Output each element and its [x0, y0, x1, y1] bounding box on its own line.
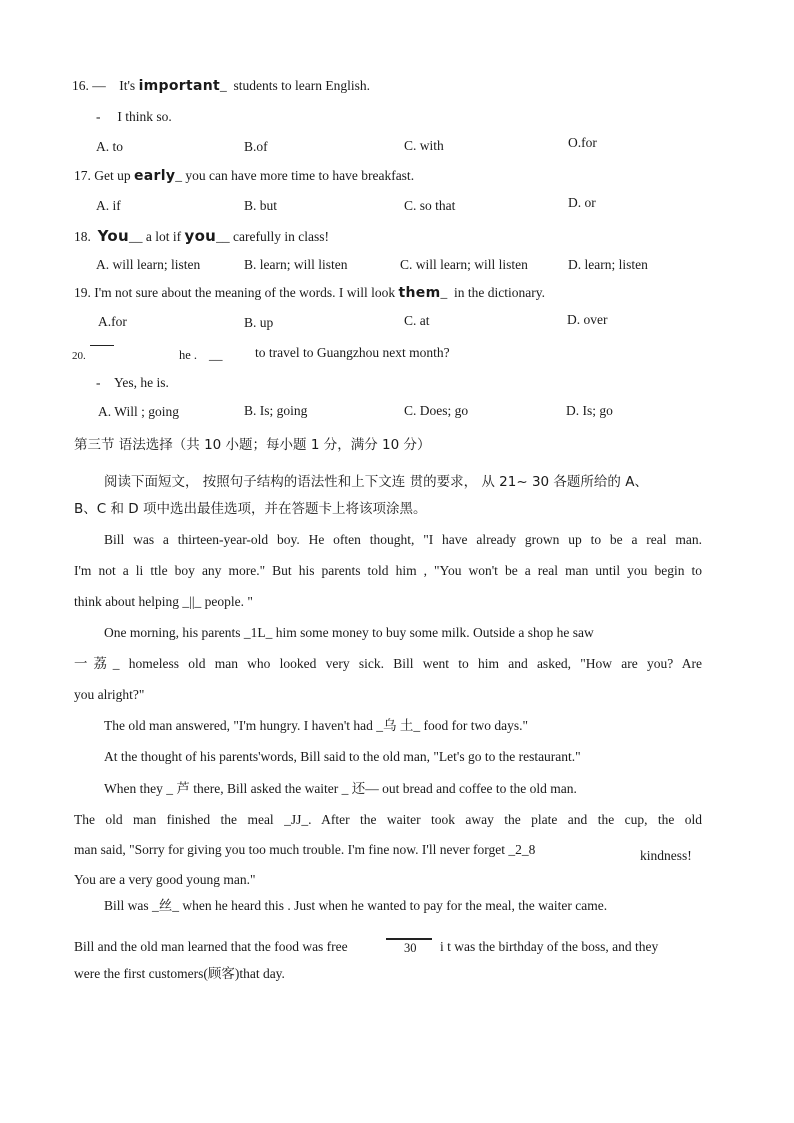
section-heading: 第三节 语法选择（共 10 小题；每小题 1 分，满分 10 分）: [74, 437, 431, 453]
section-instruction-line1: 阅读下面短文， 按照句子结构的语法性和上下文连 贯的要求， 从 21~ 30 各题所给的 A、: [104, 474, 648, 490]
q19-option-a: A.for: [98, 314, 127, 329]
passage-p5-line3a: man said, "Sorry for giving you too much trouble. I'm fine now. I'll never forget _2_8: [74, 842, 536, 857]
q16-stem: 16. — It's important_ students to learn English.: [72, 78, 370, 94]
q19-option-c: C. at: [404, 313, 430, 328]
q16-option-d: O.for: [568, 135, 597, 150]
passage-p5-line4: You are a very good young man.": [74, 872, 256, 887]
section-instruction-line2: B、C 和 D 项中选出最佳选项，并在答题卡上将该项涂黑。: [74, 501, 427, 517]
q17-option-c: C. so that: [404, 198, 456, 213]
q16-option-c: C. with: [404, 138, 444, 153]
passage-p2-line1: One morning, his parents _1L_ him some money to buy some milk. Outside a shop he saw: [104, 625, 594, 640]
passage-p6-line2a: Bill and the old man learned that the food was free: [74, 939, 348, 954]
passage-p2-line3: you alright?": [74, 687, 145, 702]
q20-option-c: C. Does; go: [404, 403, 469, 418]
q18-option-d: D. learn; listen: [568, 257, 648, 272]
q20-tail: to travel to Guangzhou next month?: [255, 345, 450, 360]
q16-option-b: B.of: [244, 139, 268, 154]
passage-p5-line1: When they _ 芦 there, Bill asked the waiter _ 还— out bread and coffee to the old man.: [104, 781, 577, 796]
q16-reply: - I think so.: [96, 109, 172, 124]
passage-p1-line1: Bill was a thirteen-year-old boy. He often thought, "I have already grown up to be a real man.: [104, 532, 702, 547]
q20-he: he .: [179, 348, 198, 362]
q20-reply: - Yes, he is.: [96, 375, 169, 390]
passage-p1-line2: I'm not a li ttle boy any more." But his parents told him , "You won't be a real man until you begin to: [74, 563, 702, 578]
q18-option-b: B. learn; will listen: [244, 257, 348, 272]
q17-option-d: D. or: [568, 195, 596, 210]
q20-option-a: A. Will ; going: [98, 404, 179, 419]
q18-option-a: A. will learn; listen: [96, 257, 201, 272]
q20-top-rule: [90, 345, 114, 346]
q17-stem: 17. Get up early_ you can have more time to have breakfast.: [74, 168, 415, 184]
passage-p2-line2: 一荔_ homeless old man who looked very sick. Bill went to him and asked, "How are you? Are: [74, 656, 702, 671]
q20-option-b: B. Is; going: [244, 403, 308, 418]
q17-option-b: B. but: [244, 198, 278, 213]
q19-option-d: D. over: [567, 312, 608, 327]
q20-number: 20.: [72, 350, 86, 362]
q19-option-b: B. up: [244, 315, 274, 330]
q16-number: 16. —: [72, 78, 106, 93]
blank-30-number: 30: [404, 941, 417, 955]
passage-p6-line1: Bill was _丝_ when he heard this . Just when he wanted to pay for the meal, the waiter came.: [104, 898, 608, 913]
passage-p5-line3b: kindness!: [640, 848, 692, 863]
q20-blank: __: [209, 347, 223, 362]
passage-p6-line3: were the first customers(顾客)that day.: [74, 966, 285, 981]
passage-p5-line2: The old man finished the meal _JJ_. After the waiter took away the plate and the cup, the old: [74, 812, 702, 827]
q18-option-c: C. will learn; will listen: [400, 257, 528, 272]
passage-p6-line2c: i t was the birthday of the boss, and they: [440, 939, 659, 954]
q16-option-a: A. to: [96, 139, 123, 154]
passage-p4: At the thought of his parents'words, Bill said to the old man, "Let's go to the restaurant.": [104, 749, 581, 764]
q19-stem: 19. I'm not sure about the meaning of the words. I will look them_ in the dictionary.: [74, 285, 545, 301]
q17-option-a: A. if: [96, 198, 121, 213]
passage-p1-line3: think about helping _||_ people. ": [74, 594, 253, 609]
passage-p3: The old man answered, "I'm hungry. I haven't had _乌 土_ food for two days.": [104, 718, 529, 733]
q20-option-d: D. Is; go: [566, 403, 613, 418]
q18-stem: 18. You__ a lot if you__ carefully in class!: [74, 227, 330, 245]
